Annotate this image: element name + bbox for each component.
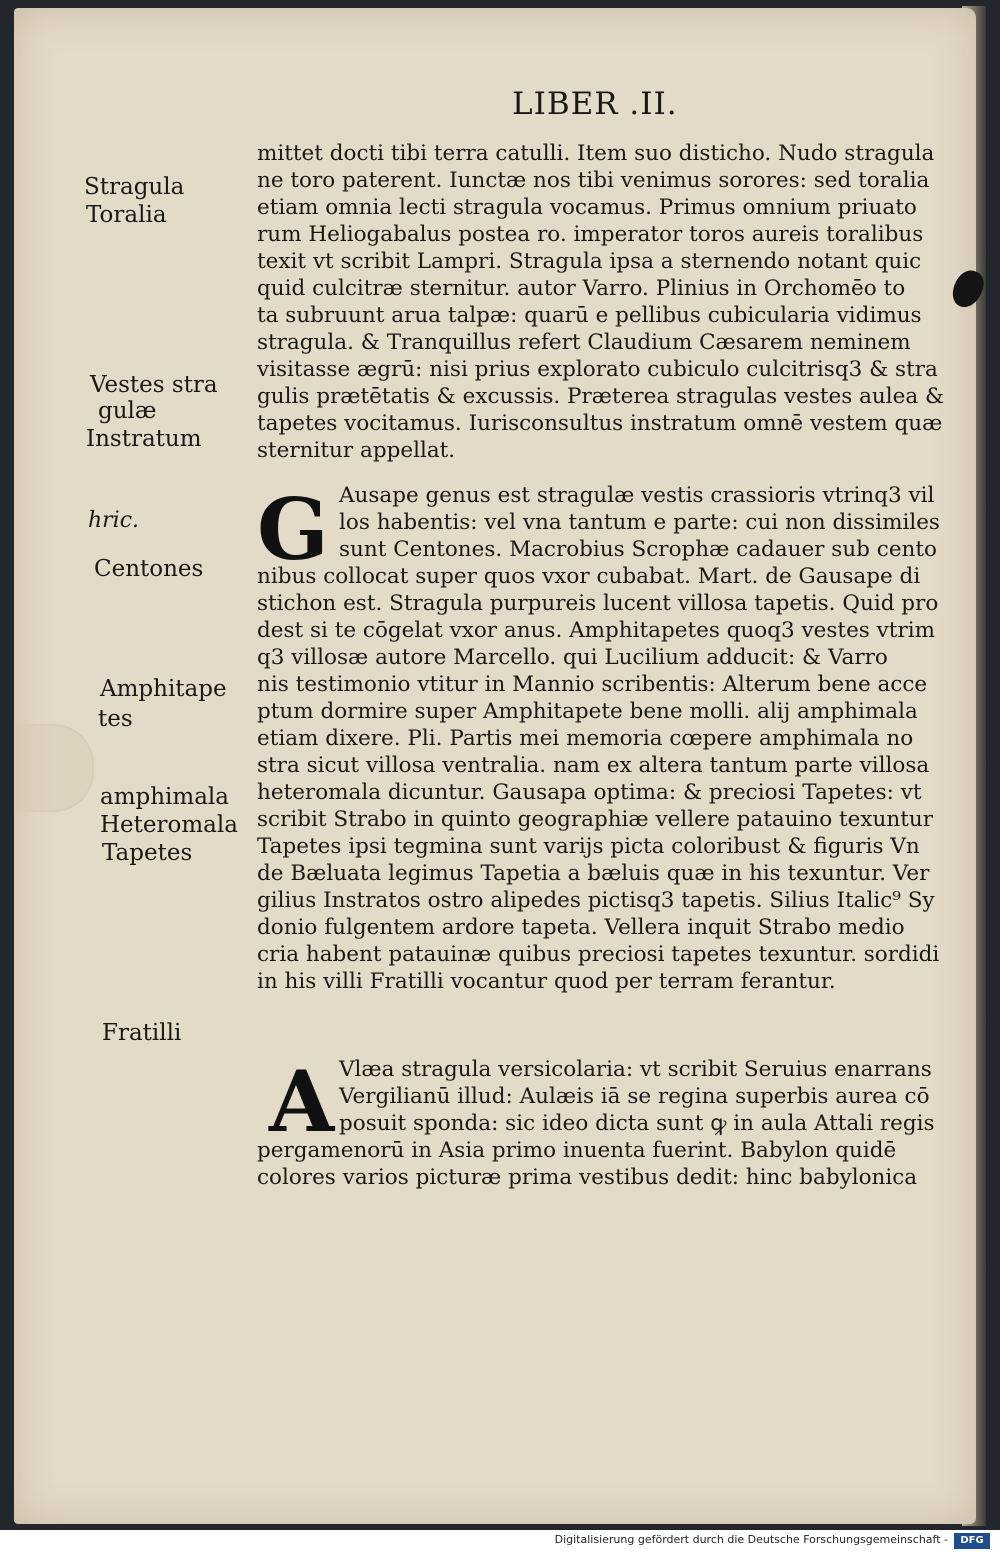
paragraph-stragula bbox=[257, 140, 952, 464]
text-line: stra sicut villosa ventralia. nam ex altera tantum parte villosa bbox=[257, 753, 930, 778]
text-line: etiam dixere. Pli. Partis mei memoria cœpere amphimala no bbox=[257, 726, 914, 751]
text-line: visitasse ægrū: nisi prius explorato cubiculo culcitrisq3 & stra bbox=[257, 357, 938, 382]
paragraph-aulaea bbox=[257, 1052, 952, 1191]
margin-note-amphitapetes-cont: tes bbox=[98, 706, 133, 732]
margin-note-toralia: Toralia bbox=[86, 202, 167, 228]
text-line: pergamenorū in Asia primo inuenta fuerint. Babylon quidē bbox=[257, 1138, 897, 1163]
text-line: nis testimonio vtitur in Mannio scribentis: Alterum bene acce bbox=[257, 672, 928, 697]
margin-note-stragula: Stragula bbox=[84, 174, 185, 200]
margin-note-centones: Centones bbox=[94, 556, 204, 582]
decorated-initial-a: A bbox=[269, 1052, 335, 1151]
text-line: stragula. & Tranquillus refert Claudium Cæsarem neminem bbox=[257, 330, 911, 355]
margin-note-heteromala: Heteromala bbox=[100, 812, 238, 838]
text-line: gilius Instratos ostro alipedes pictisq3 tapetis. Silius Italic⁹ Sy bbox=[257, 888, 935, 913]
text-line: dest si te cōgelat vxor anus. Amphitapetes quoq3 vestes vtrim bbox=[257, 618, 935, 643]
paragraph-gausape bbox=[257, 482, 952, 995]
text-line: mittet docti tibi terra catulli. Item suo disticho. Nudo stragula bbox=[257, 141, 935, 166]
dfg-logo: DFG bbox=[954, 1533, 990, 1549]
digitization-footer bbox=[0, 1530, 1000, 1552]
text-line: ptum dormire super Amphitapete bene molli. alij amphimala bbox=[257, 699, 918, 724]
margin-note-amphimala: amphimala bbox=[100, 784, 230, 810]
margin-note-gulae: gulæ bbox=[98, 398, 157, 424]
margin-note-vestes: Vestes stra bbox=[90, 372, 218, 398]
text-line: sunt Centones. Macrobius Scrophæ cadauer sub cento bbox=[339, 537, 937, 562]
text-line: rum Heliogabalus postea ro. imperator toros aureis toralibus bbox=[257, 222, 924, 247]
text-line: heteromala dicuntur. Gausapa optima: & preciosi Tapetes: vt bbox=[257, 780, 922, 805]
margin-note-tapetes: Tapetes bbox=[102, 840, 193, 866]
text-line: ta subruunt arua talpæ: quarū e pellibus cubicularia vidimus bbox=[257, 303, 922, 328]
margin-note-instratum: Instratum bbox=[86, 426, 202, 452]
text-line: Vergilianū illud: Aulæis iā se regina superbis aurea cō bbox=[339, 1084, 930, 1109]
page-tab-marker bbox=[14, 724, 94, 812]
margin-note-fratilli: Fratilli bbox=[102, 1020, 182, 1046]
text-line: tapetes vocitamus. Iurisconsultus instratum omnē vestem quæ bbox=[257, 411, 943, 436]
running-head: LIBER .II. bbox=[512, 86, 678, 122]
text-line: donio fulgentem ardore tapeta. Vellera inquit Strabo medio bbox=[257, 915, 905, 940]
text-line: posuit sponda: sic ideo dicta sunt ꝙ in aula Attali regis bbox=[339, 1111, 935, 1136]
footer-credit: Digitalisierung gefördert durch die Deutsche Forschungsgemeinschaft - bbox=[554, 1533, 948, 1546]
text-line: scribit Strabo in quinto geographiæ vellere patauino texuntur bbox=[257, 807, 933, 832]
text-line: stichon est. Stragula purpureis lucent villosa tapetis. Quid pro bbox=[257, 591, 939, 616]
decorated-initial-g: G bbox=[257, 480, 329, 579]
text-line: los habentis: vel vna tantum e parte: cui non dissimiles bbox=[339, 510, 940, 535]
book-page bbox=[14, 8, 976, 1524]
handwritten-margin-note: hric. bbox=[88, 508, 140, 533]
text-line: texit vt scribit Lampri. Stragula ipsa a sternendo notant quic bbox=[257, 249, 922, 274]
text-line: Tapetes ipsi tegmina sunt varijs picta coloribust & figuris Vn bbox=[257, 834, 920, 859]
text-line: nibus collocat super quos vxor cubabat. Mart. de Gausape di bbox=[257, 564, 921, 589]
text-line: gulis prætētatis & excussis. Præterea stragulas vestes aulea & bbox=[257, 384, 945, 409]
text-line: quid culcitræ sternitur. autor Varro. Plinius in Orchomēo to bbox=[257, 276, 906, 301]
text-line: sternitur appellat. bbox=[257, 438, 456, 463]
text-line: Vlæa stragula versicolaria: vt scribit Seruius enarrans bbox=[339, 1057, 932, 1082]
text-line: colores varios picturæ prima vestibus dedit: hinc babylonica bbox=[257, 1165, 918, 1190]
text-line: in his villi Fratilli vocantur quod per terram ferantur. bbox=[257, 969, 836, 994]
text-line: de Bæluata legimus Tapetia a bæluis quæ in his texuntur. Ver bbox=[257, 861, 930, 886]
text-line: Ausape genus est stragulæ vestis crassioris vtrinq3 vil bbox=[339, 483, 935, 508]
text-line: cria habent patauinæ quibus preciosi tapetes texuntur. sordidi bbox=[257, 942, 940, 967]
text-line: etiam omnia lecti stragula vocamus. Primus omnium priuato bbox=[257, 195, 917, 220]
text-line: q3 villosæ autore Marcello. qui Lucilium adducit: & Varro bbox=[257, 645, 888, 670]
margin-note-amphitapetes: Amphitape bbox=[100, 676, 227, 702]
text-line: ne toro paterent. Iunctæ nos tibi venimus sorores: sed toralia bbox=[257, 168, 930, 193]
